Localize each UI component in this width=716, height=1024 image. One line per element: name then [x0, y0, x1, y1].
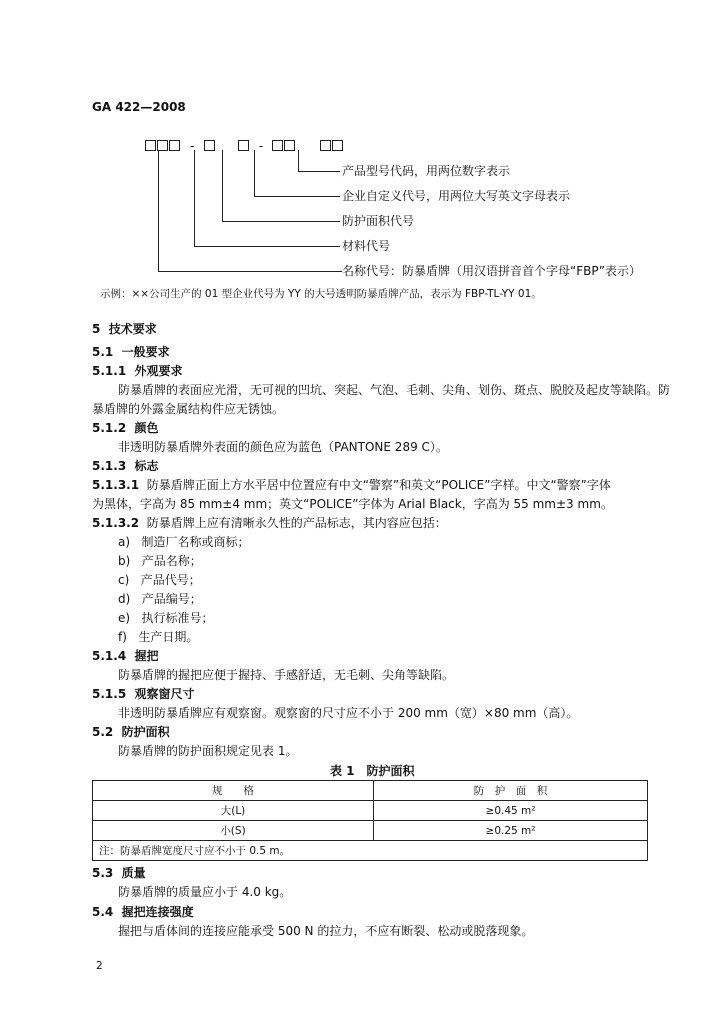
paragraph: 暴盾牌的外露金属结构件应无锈蚀。	[92, 402, 285, 416]
code-separator: -	[258, 138, 264, 153]
table-header: 规 格	[93, 781, 374, 801]
table-row	[93, 821, 648, 841]
code-box	[169, 140, 180, 151]
paragraph: 防暴盾牌的握把应便于握持、手感舒适，无毛刺、尖角等缺陷。	[118, 668, 455, 682]
leader-line	[222, 150, 223, 221]
section-heading: 5.1.1 外观要求	[92, 364, 183, 378]
section-heading: 5.1.5 观察窗尺寸	[92, 687, 195, 701]
paragraph: 非透明防暴盾牌应有观察窗。观察窗的尺寸应不小于 200 mm（宽）×80 mm（高）。	[118, 706, 579, 720]
leader-line	[254, 196, 340, 197]
paragraph: 握把与盾体间的连接应能承受 500 N 的拉力，不应有断裂、松动或脱落现象。	[118, 924, 534, 938]
list-item: f) 生产日期。	[118, 630, 199, 644]
code-box	[238, 140, 249, 151]
leader-line	[194, 246, 340, 247]
code-box	[145, 140, 156, 151]
section-heading: 5.3 质量	[92, 866, 146, 880]
code-label: 材料代号	[342, 239, 391, 253]
code-label: 防护面积代号	[342, 214, 415, 228]
standard-number: GA 422—2008	[92, 100, 186, 114]
leader-line	[298, 171, 340, 172]
leader-line	[194, 150, 195, 246]
leader-line	[222, 221, 340, 222]
paragraph: 为黑体，字高为 85 mm±4 mm；英文“POLICE”字体为 Arial Black，字高为 55 mm±3 mm。	[92, 497, 613, 511]
section-heading: 5.1.2 颜色	[92, 421, 159, 435]
table-cell: 小(S)	[93, 821, 374, 841]
paragraph: 非透明防暴盾牌外表面的颜色应为蓝色（PANTONE 289 C）。	[118, 440, 448, 454]
table-cell: 大(L)	[93, 801, 374, 821]
paragraph: 防暴盾牌的表面应光滑，无可视的凹坑、突起、气泡、毛刺、尖角、划伤、斑点、脱胶及起皮等缺陷。防	[118, 383, 671, 397]
code-label: 产品型号代码，用两位数字表示	[342, 164, 511, 178]
code-box	[204, 140, 215, 151]
leader-line	[158, 150, 159, 271]
section-heading: 5.1 一般要求	[92, 345, 170, 359]
table-row	[93, 801, 648, 821]
list-item: a) 制造厂名称或商标；	[118, 535, 250, 549]
code-boxes	[145, 135, 344, 154]
table-header-row	[93, 781, 648, 801]
table-cell: ≥0.25 m²	[374, 821, 648, 841]
paragraph: 防暴盾牌的防护面积规定见表 1。	[118, 744, 298, 758]
list-item: e) 执行标准号；	[118, 611, 214, 625]
code-label: 名称代号：防暴盾牌（用汉语拼音首个字母“FBP”表示）	[342, 264, 642, 278]
leader-line	[298, 150, 299, 171]
code-separator: -	[190, 138, 195, 153]
code-label: 企业自定义代号，用两位大写英文字母表示	[342, 189, 571, 203]
code-box	[320, 140, 331, 151]
section-heading: 5.1.3.2 防暴盾牌上应有清晰永久性的产品标志，其内容应包括：	[92, 516, 447, 530]
list-item: c) 产品代号；	[118, 573, 201, 587]
section-heading: 5.2 防护面积	[92, 725, 170, 739]
list-item: b) 产品名称；	[118, 554, 202, 568]
paragraph: 5.1.3.1 防暴盾牌正面上方水平居中位置应有中文“警察”和英文“POLICE”字样。中文“警察”字体	[92, 478, 611, 492]
table-header: 防 护 面 积	[374, 781, 648, 801]
table-cell: ≥0.45 m²	[374, 801, 648, 821]
section-heading: 5.4 握把连接强度	[92, 905, 194, 919]
section-heading: 5.1.3 标志	[92, 459, 159, 473]
protection-area-table	[92, 780, 648, 861]
paragraph: 防暴盾牌的质量应小于 4.0 kg。	[118, 885, 292, 899]
table-note-row	[93, 841, 648, 861]
code-box	[284, 140, 295, 151]
code-example: 示例：××公司生产的 01 型企业代号为 YY 的大号透明防暴盾牌产品，表示为 FBP-TL-YY 01。	[100, 288, 542, 300]
table-caption: 表 1 防护面积	[330, 764, 415, 778]
code-box	[272, 140, 283, 151]
leader-line	[254, 150, 255, 196]
leader-line	[158, 271, 342, 272]
list-item: d) 产品编号；	[118, 592, 202, 606]
table-note: 注：防暴盾牌宽度尺寸应不小于 0.5 m。	[93, 841, 648, 861]
page-number: 2	[96, 960, 103, 972]
code-box	[332, 140, 343, 151]
section-heading: 5 技术要求	[92, 322, 157, 336]
section-heading: 5.1.4 握把	[92, 649, 159, 663]
